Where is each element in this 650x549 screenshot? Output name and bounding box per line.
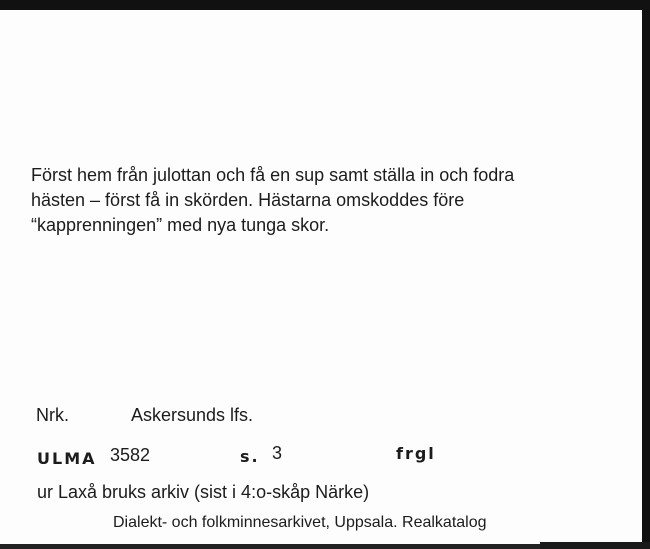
body-line: “kapprenningen” med nya tunga skor.	[31, 215, 330, 235]
ulma-label: ULMA	[37, 449, 97, 468]
page-label: s.	[240, 447, 260, 466]
card-top-edge	[0, 0, 642, 10]
body-line: Först hem från julottan och få en sup samt ställa in och fodra	[31, 165, 515, 185]
source-line: ur Laxå bruks arkiv (sist i 4:o-skåp Närke)	[37, 482, 370, 502]
nrk-label: Nrk.	[36, 405, 69, 425]
nrk-value: Askersunds lfs.	[131, 405, 254, 425]
card-bottom-edge-patch	[540, 542, 650, 549]
card-body-text	[31, 163, 591, 238]
page-number: 3	[272, 443, 283, 463]
archive-footer: Dialekt- och folkminnesarkivet, Uppsala. Realkatalog	[113, 514, 487, 531]
body-line: hästen – först få in skörden. Hästarna omskoddes före	[31, 190, 465, 210]
card-right-edge	[642, 0, 650, 549]
ulma-number: 3582	[110, 445, 151, 465]
frgl-label: frgl	[396, 444, 436, 463]
